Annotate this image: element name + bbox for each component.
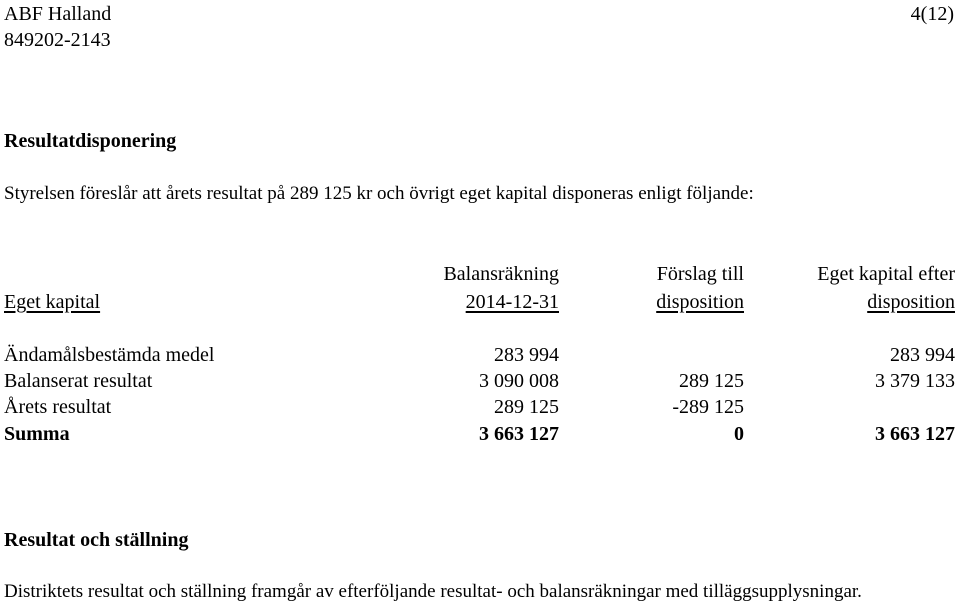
col-efter-header-line2: disposition [867,291,955,313]
intro-text: Styrelsen föreslår att årets resultat på 289 125 kr och övrigt eget kapital disponeras enligt följande: [4,183,754,204]
section2-text: Distriktets resultat och ställning framgår av efterföljande resultat- och balansräkningar med tilläggsupplysningar. [4,581,862,602]
org-name: ABF Halland [4,3,112,25]
table-row-label: Ändamålsbestämda medel [4,344,215,366]
section-heading-resultatdisponering: Resultatdisponering [4,130,177,152]
col-balans-header-line1: Balansräkning [443,263,559,285]
table-row-label: Årets resultat [4,396,112,418]
col-balans-header-line2: 2014-12-31 [465,291,559,313]
page-number: 4(12) [910,3,954,25]
table-cell-balans: 283 994 [494,344,559,366]
table-cell-balans: 3 090 008 [479,370,559,392]
section-heading-resultat-och-stallning: Resultat och ställning [4,529,189,551]
col-forslag-header-line1: Förslag till [656,263,744,285]
table-row-label: Balanserat resultat [4,370,153,392]
table-total-forslag: 0 [734,423,744,445]
org-number: 849202-2143 [4,29,111,51]
col-label-header: Eget kapital [4,291,101,313]
col-efter-header-line1: Eget kapital efter [817,263,955,285]
table-cell-balans: 289 125 [494,396,559,418]
table-total-efter: 3 663 127 [875,423,955,445]
table-cell-forslag: -289 125 [672,396,744,418]
table-cell-efter: 3 379 133 [875,370,955,392]
table-total-balans: 3 663 127 [479,423,559,445]
col-forslag-header-line2: disposition [656,291,744,313]
table-cell-efter: 283 994 [890,344,955,366]
table-total-label: Summa [4,423,70,445]
table-cell-forslag: 289 125 [679,370,744,392]
